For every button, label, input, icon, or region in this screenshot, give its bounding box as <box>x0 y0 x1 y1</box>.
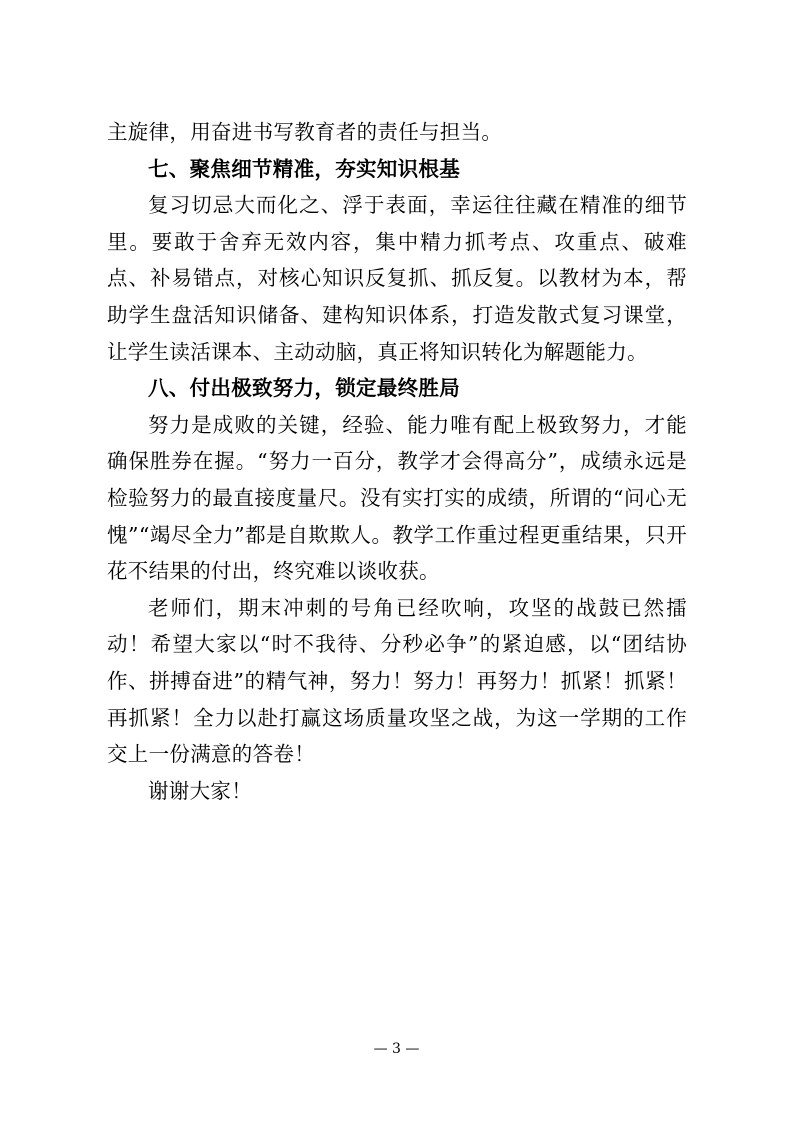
document-body <box>107 114 687 809</box>
section-heading-8: 八、付出极致努力，锁定最终胜局 <box>148 376 460 401</box>
page-number: — 3 — <box>373 1041 420 1057</box>
paragraph-details: 复习切忌大而化之、浮于表面，幸运往往藏在精准的细节里。要敢于舍弃无效内容，集中精力抓考点、攻重点、破难点、补易错点，对核心知识反复抓、抓反复。以教材为本，帮助学生盘活知识储备、建构知识体系，打造发散式复习课堂，让学生读活课本、主动动脑，真正将知识转化为解题能力。 <box>107 193 687 364</box>
paragraph-continuation: 主旋律，用奋进书写教育者的责任与担当。 <box>107 120 503 144</box>
paragraph-call-to-action: 老师们，期末冲刺的号角已经吹响，攻坚的战鼓已然擂动！希望大家以“时不我待、分秒必争”的紧迫感，以“团结协作、拼搏奋进”的精气神，努力！努力！再努力！抓紧！抓紧！再抓紧！全力以赴打赢这场质量攻坚之战，为这一学期的工作交上一份满意的答卷！ <box>107 595 687 767</box>
section-heading-7: 七、聚焦细节精准，夯实知识根基 <box>148 156 460 181</box>
paragraph-effort: 努力是成败的关键，经验、能力唯有配上极致努力，才能确保胜券在握。“努力一百分，教学才会得高分”，成绩永远是检验努力的最直接度量尺。没有实打实的成绩，所谓的“问心无愧”“竭尽全力”都是自欺欺人。教学工作重过程更重结果，只开花不结果的付出，终究难以谈收获。 <box>107 412 687 584</box>
paragraph-thanks: 谢谢大家！ <box>148 778 252 803</box>
